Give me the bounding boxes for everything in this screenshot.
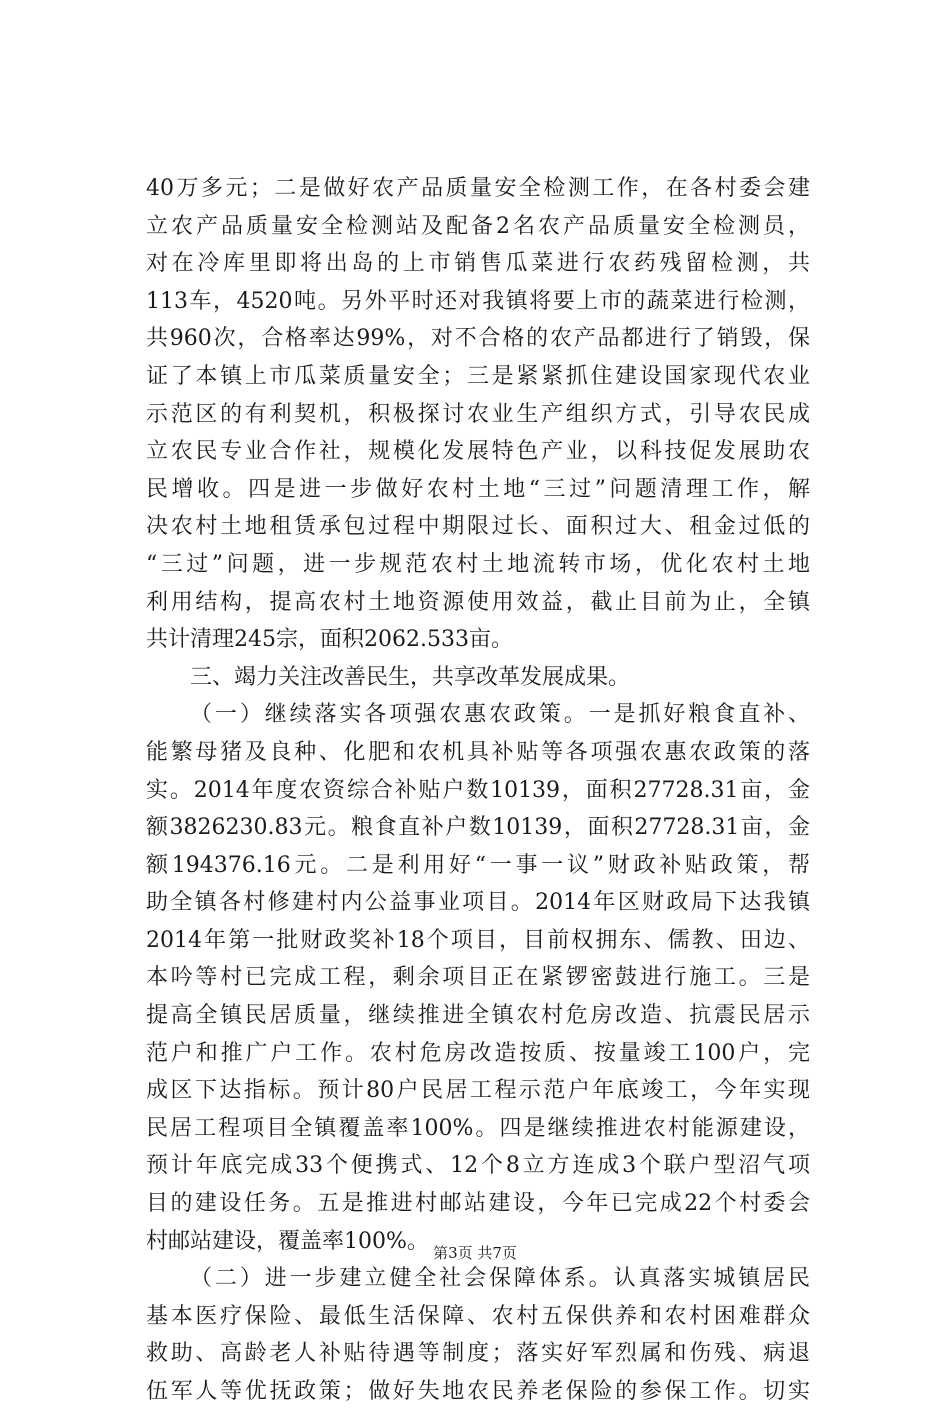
text-line: 决农村土地租赁承包过程中期限过长、面积过大、租金过低的 (146, 514, 810, 540)
page-number-footer: 第3页 共7页 (433, 1244, 517, 1262)
text-line: 民居工程项目全镇覆盖率100%。四是继续推进农村能源建设， (146, 1115, 810, 1141)
text-line: 村邮站建设，覆盖率100%。 (146, 1228, 429, 1254)
text-line: （二）进一步建立健全社会保障体系。认真落实城镇居民 (190, 1266, 810, 1292)
text-line: 提高全镇民居质量，继续推进全镇农村危房改造、抗震民居示 (146, 1003, 810, 1029)
text-line: 预计年底完成33个便携式、12个8立方连成3个联户型沼气项 (146, 1153, 810, 1179)
text-line: “三过”问题，进一步规范农村土地流转市场，优化农村土地 (146, 551, 810, 577)
document-body (146, 170, 810, 1411)
text-line: （一）继续落实各项强农惠农政策。一是抓好粮食直补、 (190, 702, 810, 728)
text-line: 基本医疗保险、最低生活保障、农村五保供养和农村困难群众 (146, 1303, 810, 1329)
text-line: 利用结构，提高农村土地资源使用效益，截止目前为止，全镇 (146, 589, 810, 615)
text-line: 2014年第一批财政奖补18个项目，目前权拥东、儒教、田边、 (146, 927, 810, 953)
text-line: 示范区的有利契机，积极探讨农业生产组织方式，引导农民成 (146, 401, 810, 427)
text-line: 额194376.16元。二是利用好“一事一议”财政补贴政策，帮 (146, 852, 810, 878)
text-line: 额3826230.83元。粮食直补户数10139，面积27728.31亩，金 (146, 815, 810, 841)
text-line: 助全镇各村修建村内公益事业项目。2014年区财政局下达我镇 (146, 890, 810, 916)
text-line: 证了本镇上市瓜菜质量安全；三是紧紧抓住建设国家现代农业 (146, 363, 810, 389)
text-line: 立农民专业合作社，规模化发展特色产业，以科技促发展助农 (146, 439, 810, 465)
text-line: 伍军人等优抚政策；做好失地农民养老保险的参保工作。切实 (146, 1379, 810, 1404)
text-line: 对在冷库里即将出岛的上市销售瓜菜进行农药残留检测，共 (146, 251, 810, 277)
text-line: 目的建设任务。五是推进村邮站建设，今年已完成22个村委会 (146, 1191, 810, 1217)
text-line: 本吟等村已完成工程，剩余项目正在紧锣密鼓进行施工。三是 (146, 965, 810, 991)
text-line: 共计清理245宗，面积2062.533亩。 (146, 627, 513, 653)
text-line: 实。2014年度农资综合补贴户数10139，面积27728.31亩，金 (146, 777, 810, 803)
text-line: 能繁母猪及良种、化肥和农机具补贴等各项强农惠农政策的落 (146, 739, 810, 765)
text-line: 范户和推广户工作。农村危房改造按质、按量竣工100户，完 (146, 1040, 810, 1066)
section-heading: 三、竭力关注改善民生，共享改革发展成果。 (190, 664, 631, 690)
text-line: 40万多元；二是做好农产品质量安全检测工作，在各村委会建 (146, 176, 810, 201)
text-line: 救助、高龄老人补贴待遇等制度；落实好军烈属和伤残、病退 (146, 1341, 810, 1367)
text-line: 113车，4520吨。另外平时还对我镇将要上市的蔬菜进行检测， (146, 288, 810, 314)
text-line: 成区下达指标。预计80户民居工程示范户年底竣工，今年实现 (146, 1078, 810, 1104)
text-line: 立农产品质量安全检测站及配备2名农产品质量安全检测员， (146, 213, 810, 239)
text-line: 民增收。四是进一步做好农村土地“三过”问题清理工作，解 (146, 476, 810, 502)
text-line: 共960次，合格率达99%，对不合格的农产品都进行了销毁，保 (146, 326, 810, 352)
